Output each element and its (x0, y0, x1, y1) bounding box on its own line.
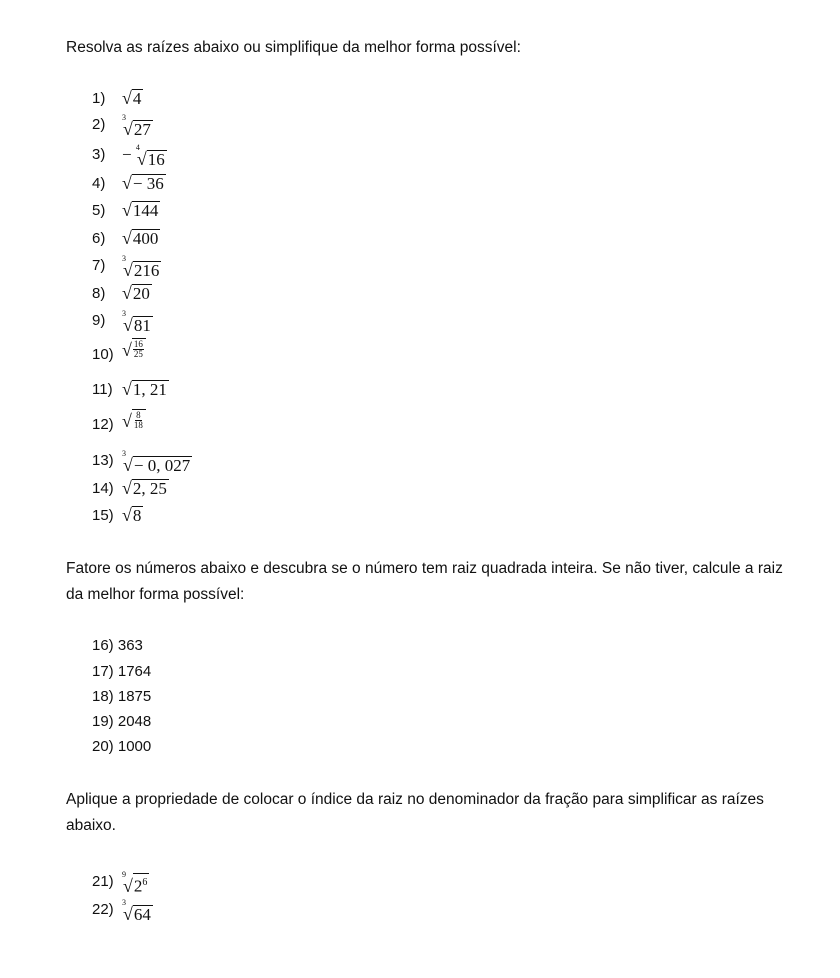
item-2-expression: 3 √ 27 (122, 113, 151, 139)
item-10-expression: √ $\frac{16}{25}$ (122, 338, 146, 361)
item-13-expression: 3 √ − 0, 027 (122, 449, 191, 475)
item-6-expression: √ 400 (122, 228, 159, 248)
item-14-expression: √ 2, 25 (122, 478, 167, 498)
item-15-label: 15) (92, 507, 114, 524)
section-1-title: Resolva as raízes abaixo ou simplifique da melhor forma possível: (66, 39, 521, 56)
item-4-expression: √ − 36 (122, 173, 164, 193)
item-21-expression: 9 √ $2^6$ (122, 870, 148, 896)
item-10-label: 10) (92, 346, 114, 363)
item-22-label: 22) (92, 901, 114, 918)
item-11-expression: √ 1, 21 (122, 379, 167, 399)
item-3-label: 3) (92, 146, 106, 163)
item-3-expression: − 4 √ 16 (122, 143, 165, 169)
item-5-label: 5) (92, 202, 106, 219)
item-8-label: 8) (92, 285, 106, 302)
item-4-label: 4) (92, 175, 106, 192)
item-20: 20) 1000 (92, 738, 152, 755)
item-9-expression: 3 √ 81 (122, 309, 151, 335)
item-9-label: 9) (92, 312, 106, 329)
item-22-expression: 3 √ 64 (122, 898, 151, 924)
item-19: 19) 2048 (92, 713, 152, 730)
item-8-expression: √ 20 (122, 283, 150, 303)
item-14-label: 14) (92, 480, 114, 497)
item-7-label: 7) (92, 257, 106, 274)
item-21-label: 21) (92, 873, 114, 890)
item-11-label: 11) (92, 381, 113, 398)
item-1-label: 1) (92, 90, 106, 107)
section-3-title: Aplique a propriedade de colocar o índice da raiz no denominador da fração para simplificar as raízes abaixo. (66, 791, 764, 834)
item-17: 17) 1764 (92, 663, 152, 680)
section-2-title: Fatore os números abaixo e descubra se o número tem raiz quadrada inteira. Se não tiver, calcule a raiz da melhor forma possível: (66, 560, 783, 603)
item-7-expression: 3 √ 216 (122, 254, 160, 280)
item-16: 16) 363 (92, 637, 143, 654)
item-12-label: 12) (92, 416, 114, 433)
item-2-label: 2) (92, 116, 106, 133)
item-15-expression: √ 8 (122, 505, 142, 525)
item-12-expression: √ $\frac{8}{18}$ (122, 409, 146, 432)
item-1-expression: √ 4 (122, 88, 142, 108)
item-5-expression: √ 144 (122, 200, 159, 220)
item-18: 18) 1875 (92, 688, 152, 705)
item-13-label: 13) (92, 452, 114, 469)
item-6-label: 6) (92, 230, 106, 247)
